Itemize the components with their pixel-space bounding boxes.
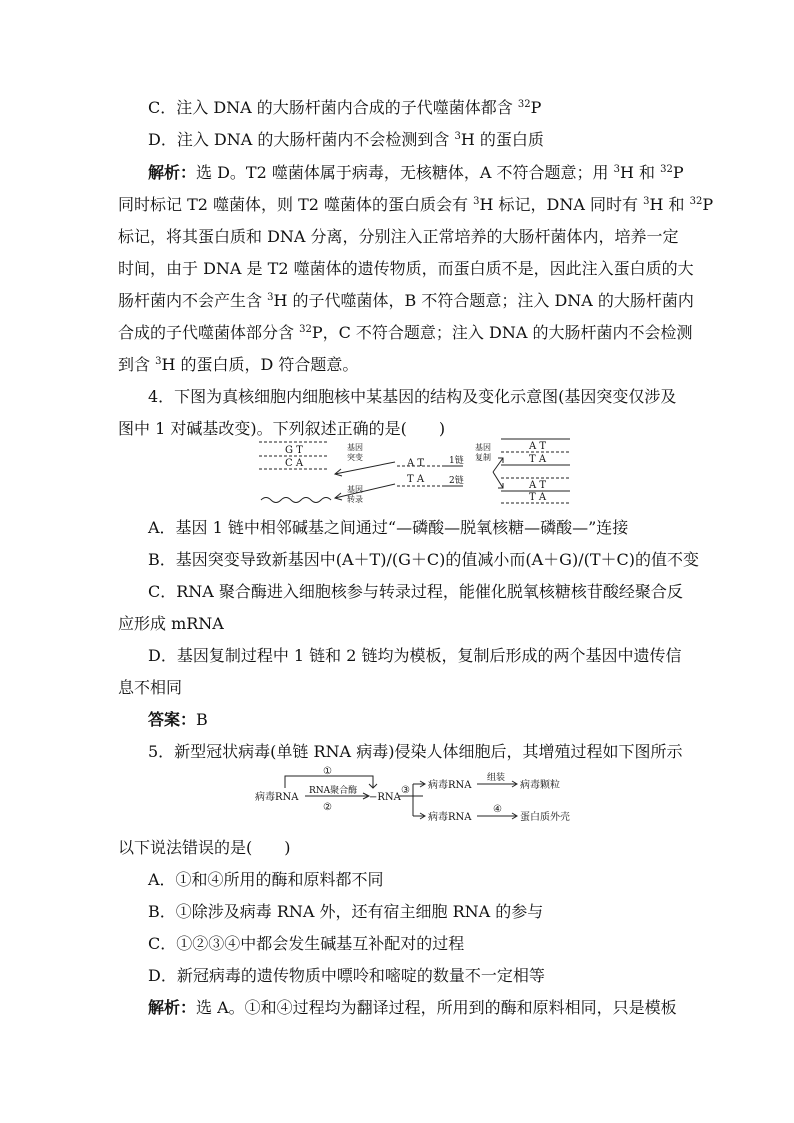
protein-coat-label: 蛋白质外壳 bbox=[520, 812, 570, 823]
option-c-q3: C．注入 DNA 的大肠杆菌内合成的子代噬菌体都含 $^{32}$P bbox=[148, 98, 542, 117]
virus-rna-top: 病毒RNA bbox=[428, 780, 472, 791]
strand-2-label: 2链 bbox=[449, 476, 464, 486]
step-1-label: ① bbox=[323, 766, 332, 777]
virus-replication-diagram bbox=[255, 764, 595, 832]
option-c-q4-line2: 应形成 mRNA bbox=[118, 614, 224, 633]
option-d-q4-line1: D．基因复制过程中 1 链和 2 链均为模板，复制后形成的两个基因中遗传信 bbox=[148, 646, 682, 665]
mutation-label-2: 突变 bbox=[347, 453, 363, 462]
step-2-label: ② bbox=[323, 802, 332, 813]
option-d-q5: D．新冠病毒的遗传物质中嘌呤和嘧啶的数量不一定相等 bbox=[148, 966, 545, 985]
option-b-q5: B．①除涉及病毒 RNA 外，还有宿主细胞 RNA 的参与 bbox=[148, 902, 544, 921]
replicated-gene-2-bottom: T A bbox=[529, 492, 547, 503]
analysis-q3-line4: 时间，由于 DNA 是 T2 噬菌体的遗传物质，而蛋白质不是，因此注入蛋白质的大 bbox=[118, 259, 694, 278]
option-c-q4-line1: C．RNA 聚合酶进入细胞核参与转录过程，能催化脱氧核糖核苷酸经聚合反 bbox=[148, 582, 683, 601]
analysis-q3-line6: 合成的子代噬菌体部分含 $^{32}$P，C 不符合题意；注入 DNA 的大肠杆菌内不会检测 bbox=[118, 323, 693, 342]
negative-rna-label: −RNA bbox=[369, 792, 401, 803]
question-5-prompt: 以下说法错误的是( ) bbox=[118, 838, 291, 857]
virus-particle-label: 病毒颗粒 bbox=[520, 780, 560, 791]
original-bottom-bases: T A bbox=[407, 474, 425, 485]
virus-rna-bottom: 病毒RNA bbox=[428, 812, 472, 823]
answer-q4: 答案：B bbox=[148, 710, 208, 729]
analysis-q3-line7: 到含 $^3$H 的蛋白质，D 符合题意。 bbox=[118, 355, 359, 374]
assembly-label: 组装 bbox=[487, 773, 506, 783]
analysis-q3-line1: 解析：选 D。T2 噬菌体属于病毒，无核糖体，A 不符合题意；用 $^3$H 和 $^{32}$P bbox=[148, 163, 684, 182]
analysis-q5-line1: 解析：选 A。①和④过程均为翻译过程，所用到的酶和原料相同，只是模板 bbox=[148, 998, 677, 1017]
transcription-label-1: 基因 bbox=[347, 485, 363, 494]
replicated-gene-2-top: A T bbox=[529, 480, 547, 491]
question-4-stem-line1: 4．下图为真核细胞内细胞核中某基因的结构及变化示意图(基因突变仅涉及 bbox=[148, 387, 677, 406]
mutated-bottom-bases: C A bbox=[285, 458, 304, 469]
virus-rna-start: 病毒RNA bbox=[255, 792, 299, 803]
mutated-top-bases: G T bbox=[285, 445, 303, 456]
step-4-label: ④ bbox=[493, 804, 502, 815]
gene-diagram bbox=[255, 436, 575, 508]
option-a-q5: A．①和④所用的酶和原料都不同 bbox=[148, 870, 384, 889]
replicated-gene-1-top: A T bbox=[529, 441, 547, 452]
option-d-q3: D．注入 DNA 的大肠杆菌内不会检测到含 $^3$H 的蛋白质 bbox=[148, 130, 544, 149]
analysis-q3-line3: 标记，将其蛋白质和 DNA 分离，分别注入正常培养的大肠杆菌体内，培养一定 bbox=[118, 227, 679, 246]
option-b-q4: B．基因突变导致新基因中(A＋T)/(G＋C)的值减小而(A＋G)/(T＋C)的值不变 bbox=[148, 550, 699, 569]
original-top-bases: A T bbox=[407, 458, 425, 469]
strand-1-label: 1链 bbox=[449, 456, 464, 466]
transcription-label-2: 转录 bbox=[347, 495, 363, 504]
analysis-q3-line2: 同时标记 T2 噬菌体，则 T2 噬菌体的蛋白质会有 $^3$H 标记，DNA 同时有 $^3$H 和 $^{32}$P bbox=[118, 195, 714, 214]
question-4-stem-line2: 图中 1 对碱基改变)。下列叙述正确的是( ) bbox=[118, 419, 446, 438]
option-a-q4: A．基因 1 链中相邻碱基之间通过“—磷酸—脱氧核糖—磷酸—”连接 bbox=[148, 518, 629, 537]
option-d-q4-line2: 息不相同 bbox=[118, 678, 183, 697]
option-c-q5: C．①②③④中都会发生碱基互补配对的过程 bbox=[148, 934, 465, 953]
question-5-stem: 5．新型冠状病毒(单链 RNA 病毒)侵染人体细胞后，其增殖过程如下图所示 bbox=[148, 742, 683, 761]
step-3-label: ③ bbox=[401, 785, 410, 796]
analysis-q3-line5: 肠杆菌内不会产生含 $^3$H 的子代噬菌体，B 不符合题意；注入 DNA 的大肠杆菌内 bbox=[118, 291, 694, 310]
rna-polymerase-label: RNA聚合酶 bbox=[309, 786, 358, 796]
replication-label-2: 复制 bbox=[475, 453, 491, 462]
replicated-gene-1-bottom: T A bbox=[529, 454, 547, 465]
replication-label-1: 基因 bbox=[475, 443, 491, 452]
mutation-label-1: 基因 bbox=[347, 443, 363, 452]
